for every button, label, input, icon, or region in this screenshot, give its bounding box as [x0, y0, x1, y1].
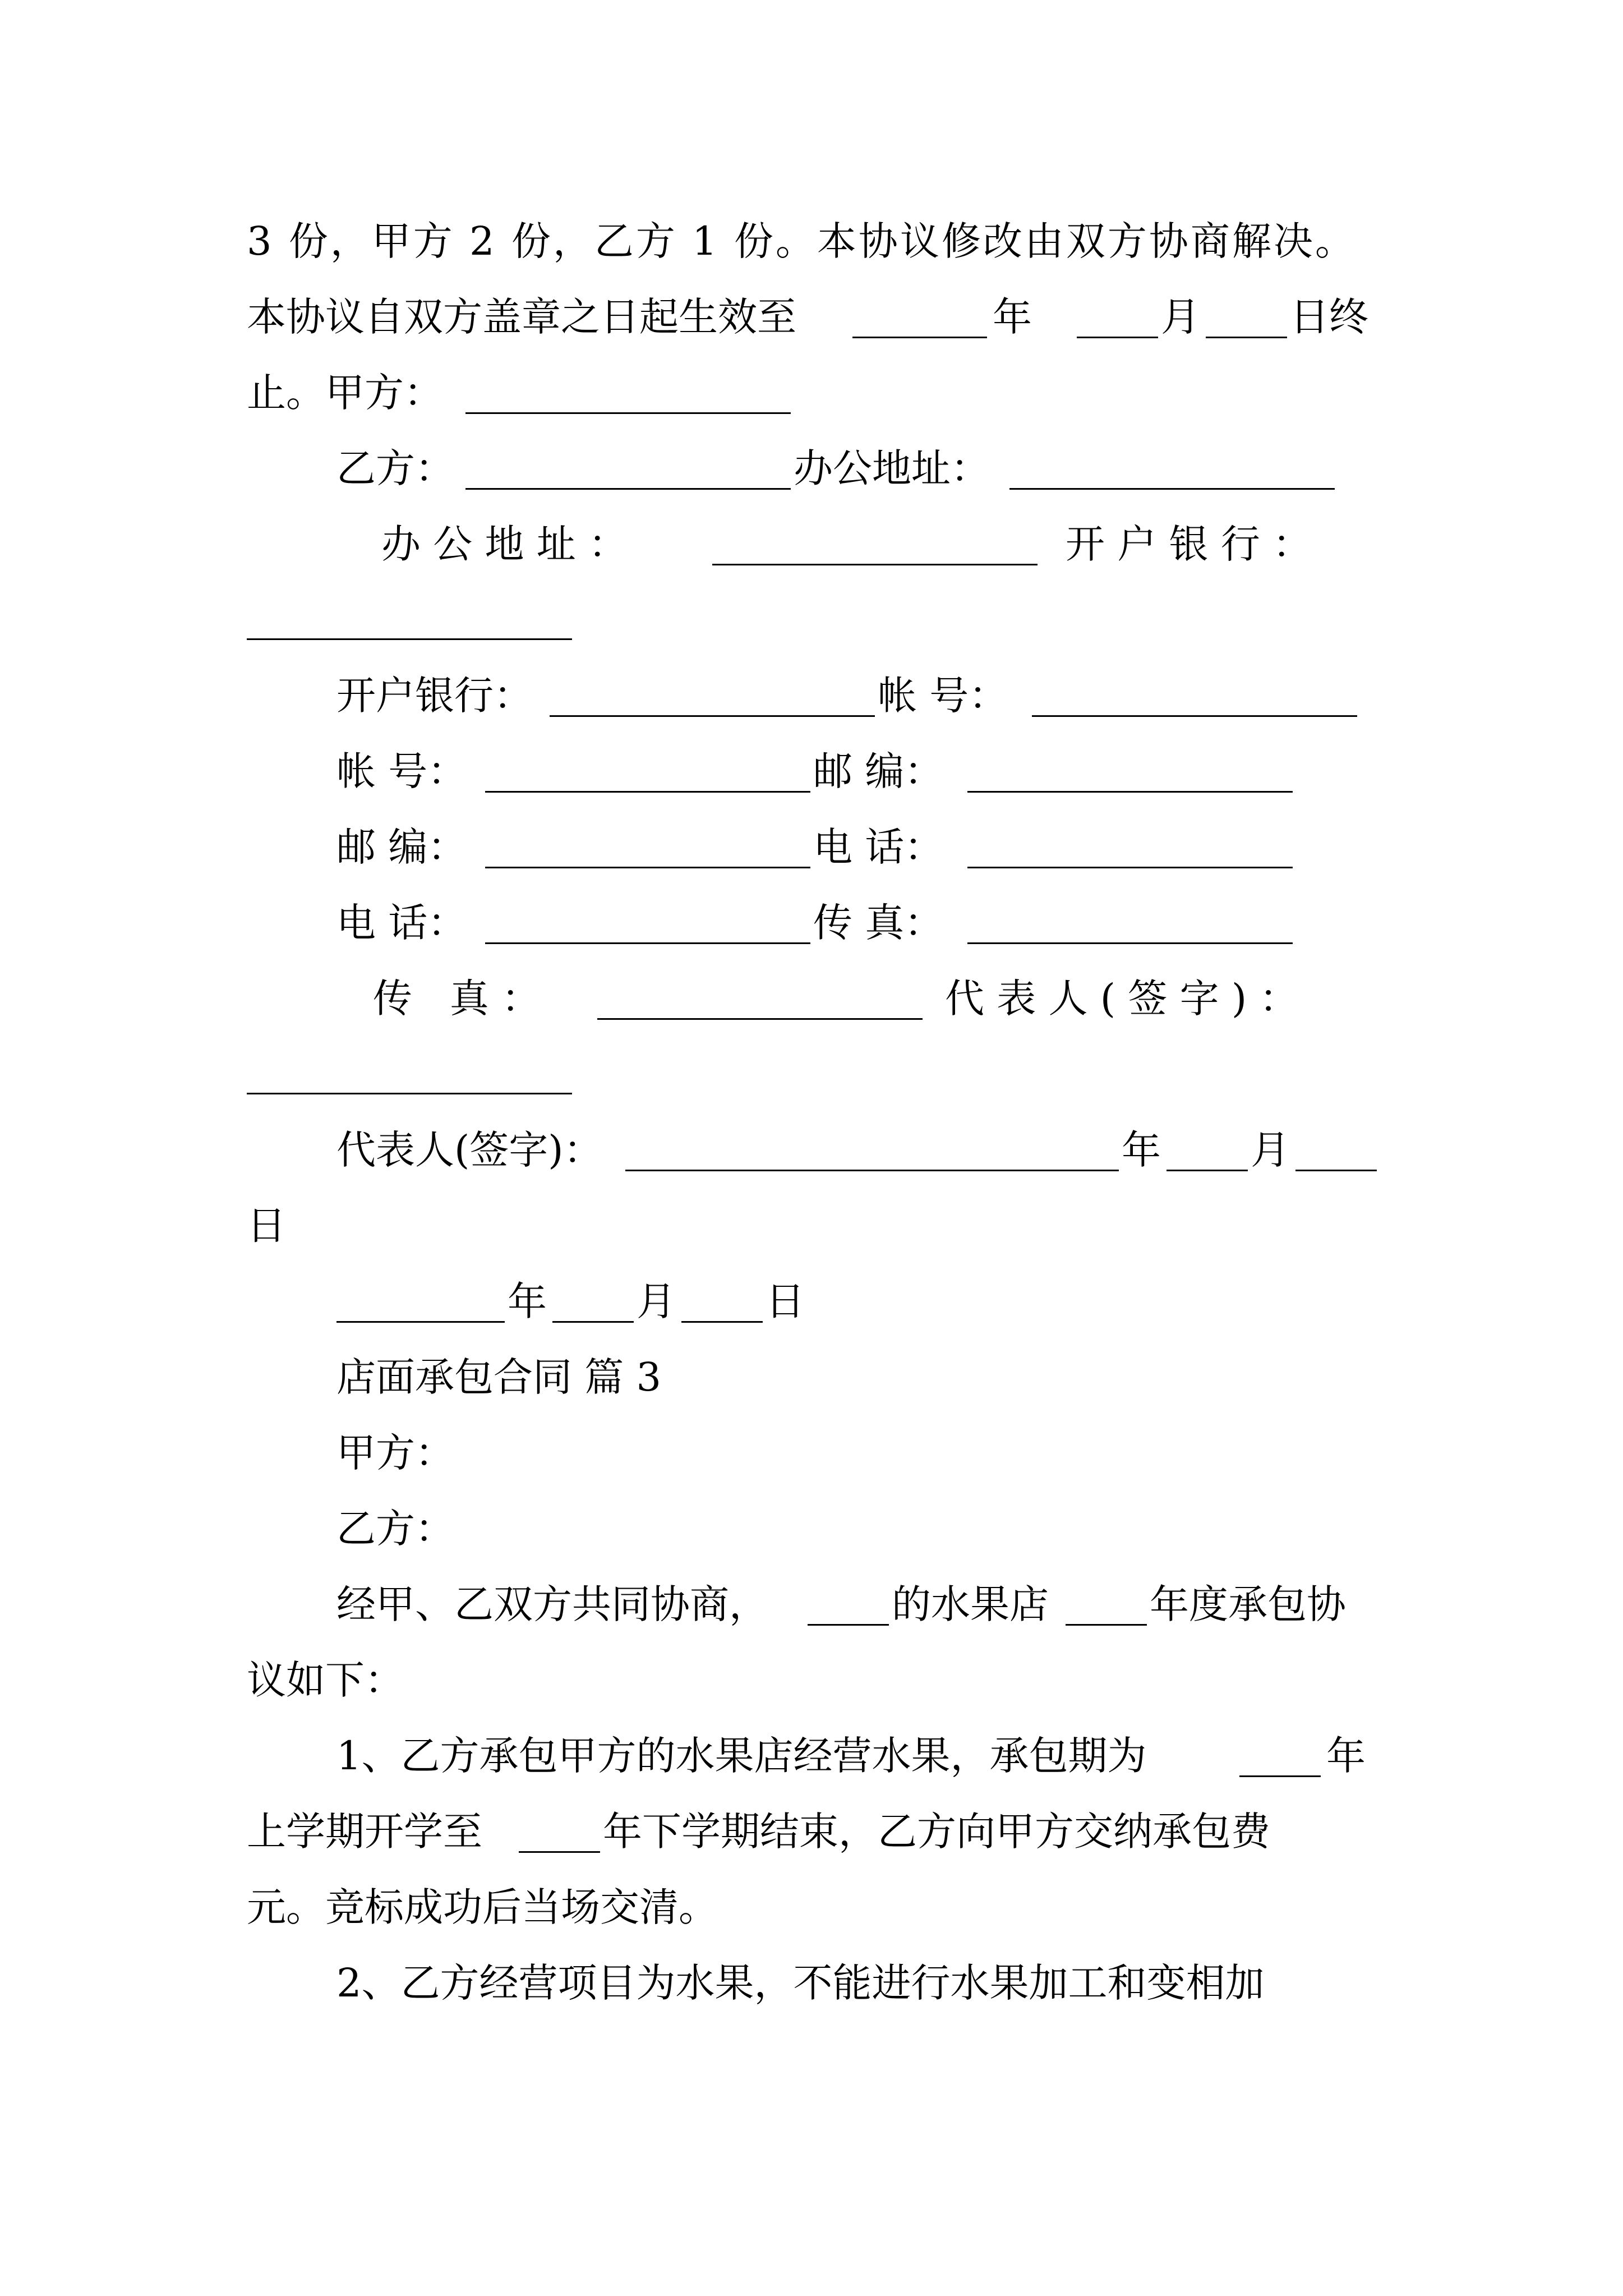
- text-line: [336, 1949, 1623, 2017]
- blank-month[interactable]: [1077, 337, 1158, 338]
- blank-phone-2[interactable]: [485, 942, 810, 944]
- blank-fax-2[interactable]: [597, 1018, 923, 1020]
- blank-office-address[interactable]: [1009, 488, 1335, 490]
- blank-bank-continued[interactable]: [247, 638, 572, 640]
- label-account-2: 帐 号：: [336, 748, 467, 794]
- label-sign-day: 日: [247, 1203, 286, 1249]
- blank-date-month[interactable]: [552, 1321, 634, 1323]
- text-line: [247, 283, 1623, 351]
- text-annual-contract: 年度承包协: [1150, 1581, 1346, 1627]
- label-account: 帐 号：: [878, 673, 1008, 719]
- text-agreement-intro: 经甲、乙双方共同协商，: [336, 1581, 768, 1627]
- blank-sign-month[interactable]: [1166, 1170, 1248, 1171]
- label-term-year: 年: [1326, 1733, 1366, 1779]
- blank-postcode-2[interactable]: [485, 867, 810, 868]
- blank-account[interactable]: [1032, 715, 1357, 717]
- text-line: [336, 813, 1623, 881]
- blank-sign-day[interactable]: [1295, 1170, 1377, 1171]
- clause-2-text: 2、乙方经营项目为水果，不能进行水果加工和变相加: [336, 1960, 1265, 2006]
- blank-date-year[interactable]: [336, 1321, 505, 1323]
- label-date-month: 月: [637, 1278, 676, 1324]
- contract-title: 店面承包合同 篇 3: [336, 1354, 662, 1400]
- text-line: [336, 662, 1623, 729]
- label-year: 年: [993, 294, 1032, 340]
- text-effective: 本协议自双方盖章之日起生效至: [247, 294, 796, 340]
- blank-representative-continued[interactable]: [247, 1093, 572, 1094]
- label-day-end: 日终: [1290, 294, 1368, 340]
- label-phone: 电 话：: [813, 824, 944, 870]
- blank-phone[interactable]: [967, 867, 1293, 868]
- label-representative-spaced: 代 表 人 ( 签 字 ) ：: [945, 976, 1299, 1022]
- blank-party-a[interactable]: [465, 412, 791, 414]
- text-line: [336, 1571, 1623, 1638]
- text-line: [247, 208, 1623, 275]
- text-line: [336, 889, 1623, 956]
- text-line: [247, 1798, 1623, 1865]
- label-party-a-new: 甲方：: [336, 1430, 454, 1476]
- text-line: [247, 359, 1623, 426]
- blank-bank[interactable]: [550, 715, 875, 717]
- label-bank-spaced: 开 户 银 行 ：: [1066, 521, 1312, 567]
- text-line: [336, 738, 1623, 805]
- blank-year[interactable]: [852, 337, 987, 338]
- blank-party-b[interactable]: [465, 488, 791, 490]
- label-representative: 代表人(签字)：: [336, 1127, 603, 1173]
- label-phone-2: 电 话：: [336, 900, 467, 946]
- text-copies: 3 份，甲方 2 份，乙方 1 份。本协议修改由双方协商解决。: [247, 218, 1357, 264]
- text-fruit-shop: 的水果店: [892, 1581, 1049, 1627]
- label-bank: 开户银行：: [336, 673, 533, 719]
- blank-date-day[interactable]: [681, 1321, 763, 1323]
- clause-1-text: 1、乙方承包甲方的水果店经营水果，承包期为: [336, 1733, 1147, 1779]
- text-line: [336, 435, 1623, 502]
- blank-account-2[interactable]: [485, 791, 810, 793]
- label-postcode: 邮 编：: [813, 748, 944, 794]
- clause-1-start: 上学期开学至: [247, 1809, 482, 1855]
- label-postcode-2: 邮 编：: [336, 824, 467, 870]
- text-as-follows: 议如下：: [247, 1657, 404, 1703]
- label-sign-year: 年: [1122, 1127, 1161, 1173]
- text-line: [336, 1722, 1623, 1789]
- label-office-address-spaced: 办 公 地 址 ：: [381, 521, 628, 567]
- blank-contract-year[interactable]: [1066, 1624, 1147, 1626]
- blank-fax[interactable]: [967, 942, 1293, 944]
- label-fax: 传 真：: [813, 900, 944, 946]
- section-heading: [336, 1343, 1623, 1411]
- blank-term-start-year[interactable]: [1239, 1775, 1321, 1777]
- clause-1-payment: 元。竞标成功后当场交清。: [247, 1884, 718, 1930]
- label-party-b: 乙方：: [336, 445, 454, 491]
- text-line: [373, 965, 1623, 1032]
- label-sign-month: 月: [1251, 1127, 1290, 1173]
- blank-office-address-2[interactable]: [712, 564, 1038, 565]
- blank-term-end-year[interactable]: [519, 1851, 600, 1853]
- text-line: [247, 1646, 1623, 1714]
- clause-1-fee: 年下学期结束，乙方向甲方交纳承包费: [603, 1809, 1270, 1855]
- text-line: [336, 1268, 1623, 1335]
- blank-day[interactable]: [1206, 337, 1287, 338]
- text-line: [336, 1419, 1623, 1487]
- label-month: 月: [1161, 294, 1200, 340]
- label-office-address: 办公地址：: [794, 445, 990, 491]
- text-line: [247, 1874, 1623, 1941]
- text-line: [336, 1495, 1623, 1562]
- text-line: [336, 1116, 1623, 1184]
- label-party-a: 止。甲方：: [247, 370, 443, 416]
- label-date-day: 日: [766, 1278, 805, 1324]
- blank-representative[interactable]: [625, 1170, 1119, 1171]
- label-date-year: 年: [508, 1278, 547, 1324]
- label-party-b-new: 乙方：: [336, 1506, 454, 1552]
- blank-postcode[interactable]: [967, 791, 1293, 793]
- label-fax-spaced: 传 真 ：: [373, 976, 541, 1022]
- blank-shop-owner[interactable]: [808, 1624, 889, 1626]
- text-line: [381, 510, 1623, 578]
- text-line: [247, 1192, 1623, 1259]
